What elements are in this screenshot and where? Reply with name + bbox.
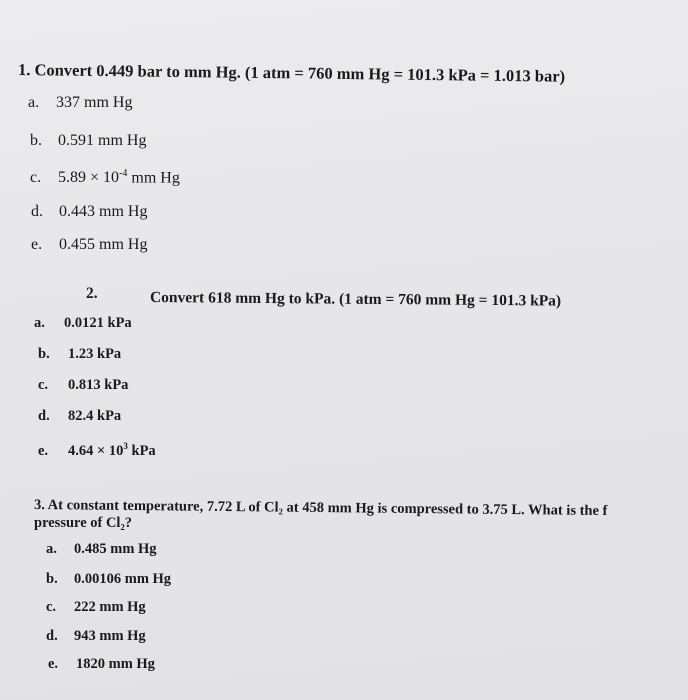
question-1-option-b (30, 132, 146, 150)
option-label: c. (46, 599, 57, 615)
option-label: b. (38, 346, 50, 362)
question-3-option-a (46, 541, 157, 558)
option-text: 337 mm Hg (56, 94, 133, 111)
question-1-stem: 1. Convert 0.449 bar to mm Hg. (1 atm = 760 mm Hg = 101.3 kPa = 1.013 bar) (17, 60, 566, 86)
option-label: e. (48, 656, 59, 672)
question-2-stem: Convert 618 mm Hg to kPa. (1 atm = 760 mm Hg = 101.3 kPa) (149, 289, 562, 310)
option-label: c. (30, 169, 42, 187)
option-text: 82.4 kPa (68, 408, 122, 424)
question-2-option-e (38, 441, 156, 460)
question-1-option-a (28, 94, 132, 112)
option-label: e. (31, 236, 43, 253)
question-3-option-b (46, 571, 171, 588)
option-text: 0.00106 mm Hg (74, 571, 172, 587)
question-3-option-c (46, 599, 146, 616)
option-text: 943 mm Hg (74, 628, 146, 644)
option-text: 0.443 mm Hg (59, 203, 148, 220)
question-2-option-c (38, 377, 128, 394)
option-text: 1.23 kPa (68, 346, 122, 362)
option-unit: kPa (127, 442, 156, 459)
option-text: 0.455 mm Hg (59, 236, 148, 253)
question-2-number: 2. (86, 285, 98, 302)
option-text: 4.64 × 10 (68, 442, 124, 459)
question-1-option-d (31, 203, 147, 221)
question-2-option-b (38, 346, 121, 363)
option-text: 5.89 × 10 (58, 169, 120, 187)
question-3-stem: 3. At constant temperature, 7.72 L of Cl₂ at 458 mm Hg is compressed to 3.75 L. What is the f (33, 497, 608, 520)
option-text: 0.813 kPa (68, 377, 129, 393)
question-2-option-a (34, 315, 132, 332)
question-3-stem-continued: pressure of Cl₂? (34, 515, 133, 531)
option-label: e. (38, 442, 49, 459)
option-text: 222 mm Hg (74, 599, 146, 615)
option-label: b. (30, 132, 42, 149)
option-text: 0.0121 kPa (64, 315, 132, 331)
question-3-option-e (48, 656, 155, 673)
question-2-option-d (38, 408, 121, 425)
option-unit: mm Hg (127, 169, 180, 187)
option-text: 0.591 mm Hg (58, 132, 147, 149)
option-exponent: 3 (123, 441, 128, 451)
option-label: d. (31, 203, 43, 220)
option-label: a. (34, 315, 45, 331)
option-text: 0.485 mm Hg (74, 541, 157, 557)
option-exponent: -4 (119, 168, 128, 179)
option-label: b. (46, 571, 58, 587)
option-label: d. (46, 628, 58, 644)
option-label: c. (38, 377, 49, 393)
question-3-option-d (46, 628, 146, 645)
question-1-option-e (31, 236, 147, 254)
question-1-option-c (30, 168, 180, 187)
option-text: 1820 mm Hg (76, 656, 155, 672)
option-label: a. (28, 94, 40, 111)
option-label: d. (38, 408, 50, 424)
option-label: a. (46, 541, 57, 557)
